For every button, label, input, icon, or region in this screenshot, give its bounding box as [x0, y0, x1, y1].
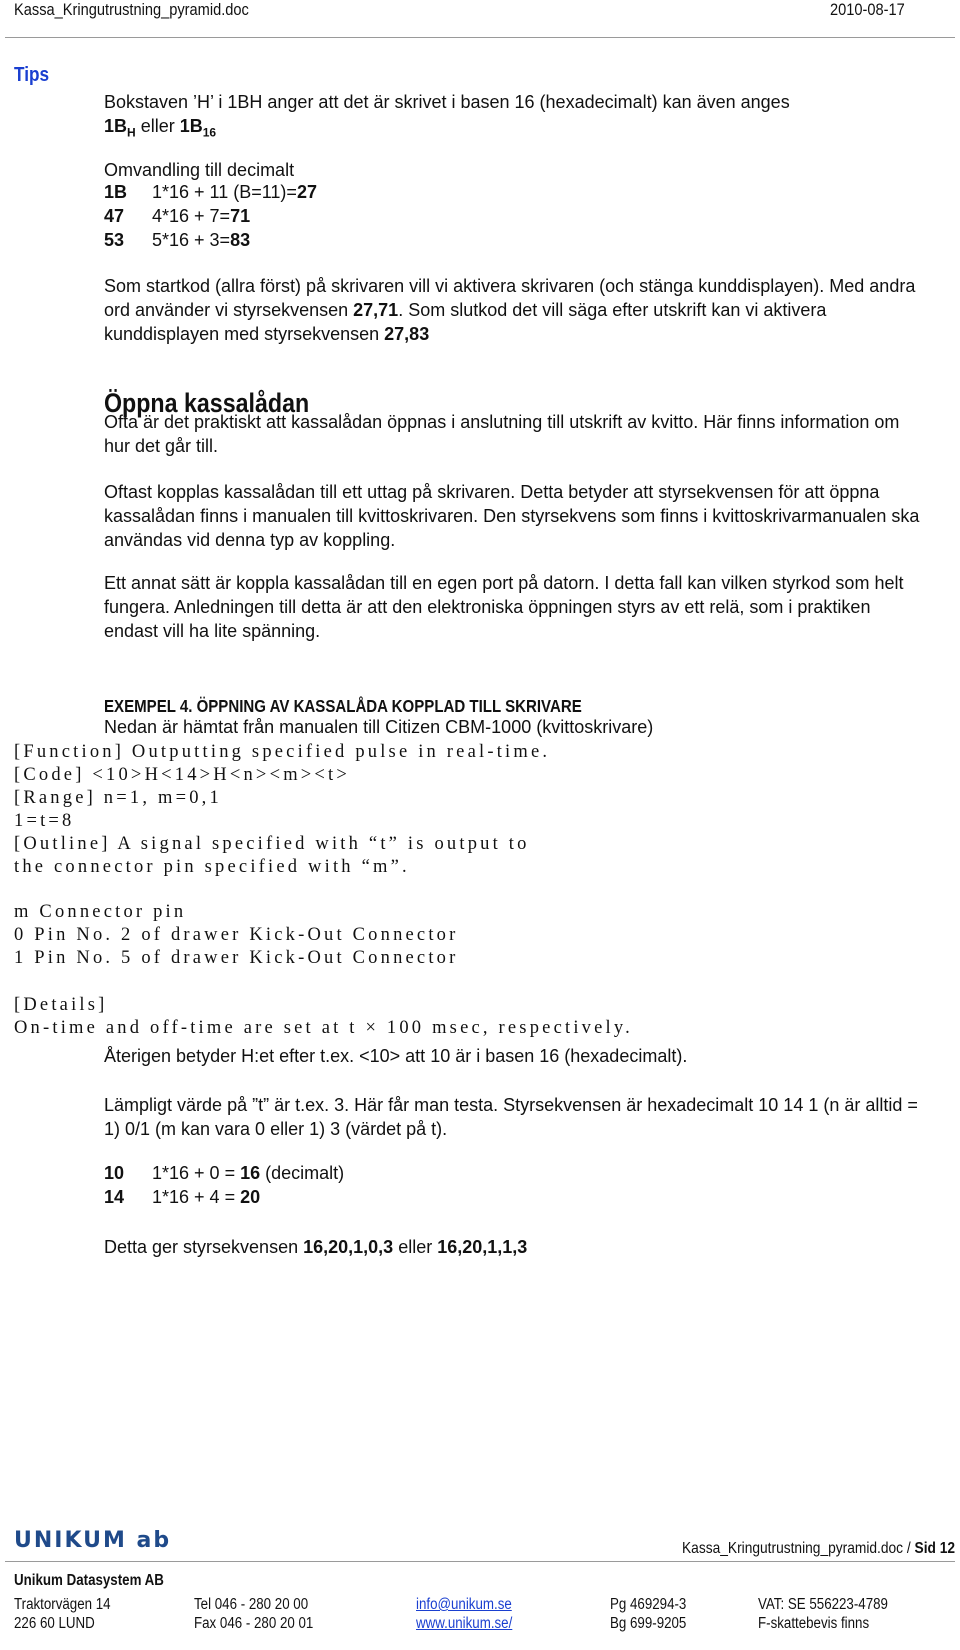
manual-line: 1=t=8 [14, 811, 75, 831]
address-city: 226 60 LUND [14, 1615, 95, 1632]
manual-line: 0 Pin No. 2 of drawer Kick-Out Connector [14, 925, 459, 945]
manual-line: [Details] [14, 995, 108, 1015]
tips-heading: Tips [14, 64, 50, 86]
email-link[interactable]: info@unikum.se [416, 1596, 512, 1613]
section-heading: Öppna kassalådan [104, 388, 310, 418]
manual-line: [Function] Outputting specified pulse in real-time. [14, 742, 551, 762]
postgiro: Pg 469294-3 [610, 1596, 687, 1613]
paragraph: Ofta är det praktiskt att kassalådan öppnas i anslutning till utskrift av kvitto. Här finns information om hur det går till. [104, 412, 900, 457]
example-intro: Nedan är hämtat från manualen till Citizen CBM-1000 (kvittoskrivare) [104, 717, 654, 737]
hex-note-line1: Bokstaven ’H’ i 1BH anger att det är skrivet i basen 16 (hexadecimalt) kan även anges [104, 92, 790, 112]
header-rule [5, 37, 955, 38]
website-link[interactable]: www.unikum.se/ [416, 1615, 513, 1632]
paragraph: Ett annat sätt är koppla kassalådan till en egen port på datorn. I detta fall kan vilken styrkod som helt fungera. Anledningen till detta är att den elektroniska öppningen styrs av ett relä, som i praktiken endast vill ha lite spänning. [104, 573, 904, 642]
paragraph: Oftast kopplas kassalådan till ett uttag på skrivaren. Detta betyder att styrsekvensen för att öppna kassalådan finns i manualen till kvittoskrivaren. Den styrsekvens som finns i kvittoskrivarmanualen ska användas vid denna typ av koppling. [104, 482, 920, 551]
manual-line: [Code] <10>H<14>H<n><m><t> [14, 765, 351, 785]
header-filename: Kassa_Kringutrustning_pyramid.doc [14, 0, 249, 19]
vat-number: VAT: SE 556223-4789 [758, 1596, 888, 1613]
document-page: Kassa_Kringutrustning_pyramid.doc 2010-08-17 Tips Bokstaven ’H’ i 1BH anger att det är skrivet i basen 16 (hexadecimalt) kan även anges $1B_H$ eller $1B_{16}$ Omvandling till decimalt 1B 1*16 + 11 (B=11)=27 47 4*16 + 7=71 53 5*16 + 3=83 Som startkod (allra först) på skrivaren vill vi aktivera skrivaren (och stänga kunddisplayen). Med andra ord använder vi styrsekvensen 27,71. Som slutkod det vill säga efter utskrift kan vi aktivera kunddisplayen med styrsekvensen 27,83 Öppna kassalådan Ofta är det praktiskt att kassalådan öppnas i anslutning till utskrift av kvitto. Här finns information om hur det går till. Oftast kopplas kassalådan till ett uttag på skrivaren. Detta betyder att styrsekvensen för att öppna kassalådan finns i manualen till kvittoskrivaren. Den styrsekvens som finns i kvittoskrivarmanualen ska användas vid denna typ av koppling. Ett annat sätt är koppla kassalådan till en egen port på datorn. I detta fall kan vilken styrkod som helt fungera. Anledningen till detta är att den elektroniska öppningen styrs av ett relä, som i praktiken endast vill ha lite spänning. EXEMPEL 4. ÖPPNING AV KASSALÅDA KOPPLAD TILL SKRIVARE Nedan är hämtat från manualen till Citizen CBM-1000 (kvittoskrivare) [Function] Outputting specified pulse in real-time. [Code] <10>H<14>H<n><m><t> [Range] n=1, m=0,1 1=t=8 [Outline] A signal specified with “t” is output to the connector pin specified with “m”. m Connector pin 0 Pin No. 2 of drawer Kick-Out Connector 1 Pin No. 5 of drawer Kick-Out Connector [Details] On-time and off-time are set at t × 100 msec, respectively. Återigen betyder H:et efter t.ex. <10> att 10 är i basen 16 (hexadecimalt). Lämpligt värde på ”t” är t.ex. 3. Här får man testa. Styrsekvensen är hexadecimalt 10 14 1 (n är alltid = 1) 0/1 (m kan vara 0 eller 1) 3 (värdet på t). 10 1*16 + 0 = 16 (decimalt) 14 1*16 + 4 = 20 Detta ger styrsekvensen 16,20,1,0,3 eller 16,20,1,1,3 UNIKUM ab Kassa_Kringutrustning_pyramid.doc / Sid 12 Unikum Datasystem AB Traktorvägen 14 226 60 LUND Tel 046 - 280 20 00 Fax 046 - 280 20 01 info@unikum.se www.unikum.se/ Pg 469294-3 Bg 699-9205 VAT: SE 556223-4789 F-skattebevis finns [0, 0, 960, 1650]
hex-note [104, 90, 924, 145]
hex-note-line2: $1B_H$ eller $1B_{16}$ [104, 116, 217, 140]
svg-text:UNIKUM ab: UNIKUM ab [14, 1528, 172, 1550]
bankgiro: Bg 699-9205 [610, 1615, 687, 1632]
company-name: Unikum Datasystem AB [14, 1572, 164, 1589]
conversion-title: Omvandling till decimalt [104, 160, 295, 180]
manual-line: [Range] n=1, m=0,1 [14, 788, 222, 808]
example-note: Återigen betyder H:et efter t.ex. <10> att 10 är i basen 16 (hexadecimalt). [104, 1046, 688, 1066]
final-sequence: Detta ger styrsekvensen 16,20,1,0,3 eller 16,20,1,1,3 [104, 1237, 528, 1257]
unikum-logo [14, 1528, 232, 1550]
tax-certificate: F-skattebevis finns [758, 1615, 870, 1632]
footer-rule [5, 1561, 955, 1562]
footer-doc-page: Kassa_Kringutrustning_pyramid.doc / Sid 12 [682, 1540, 956, 1557]
unikum-logo-icon [14, 1528, 232, 1550]
manual-line: m Connector pin [14, 902, 187, 922]
example-heading: EXEMPEL 4. ÖPPNING AV KASSALÅDA KOPPLAD TILL SKRIVARE [104, 696, 582, 716]
phone: Tel 046 - 280 20 00 [194, 1596, 309, 1613]
manual-line: 1 Pin No. 5 of drawer Kick-Out Connector [14, 948, 459, 968]
suitable-value-paragraph: Lämpligt värde på ”t” är t.ex. 3. Här får man testa. Styrsekvensen är hexadecimalt 10 14 1 (n är alltid = 1) 0/1 (m kan vara 0 eller 1) 3 (värdet på t). [104, 1095, 918, 1140]
startcode-paragraph: Som startkod (allra först) på skrivaren vill vi aktivera skrivaren (och stänga kunddisplayen). Med andra ord använder vi styrsekvensen 27,71. Som slutkod det vill säga efter utskrift kan vi aktivera kunddisplayen med styrsekvensen 27,83 [104, 276, 916, 345]
fax: Fax 046 - 280 20 01 [194, 1615, 314, 1632]
manual-line: the connector pin specified with “m”. [14, 857, 410, 877]
address-street: Traktorvägen 14 [14, 1596, 111, 1613]
manual-line: On-time and off-time are set at t × 100 msec, respectively. [14, 1018, 633, 1038]
manual-line: [Outline] A signal specified with “t” is output to [14, 834, 530, 854]
header-date: 2010-08-17 [830, 0, 905, 19]
